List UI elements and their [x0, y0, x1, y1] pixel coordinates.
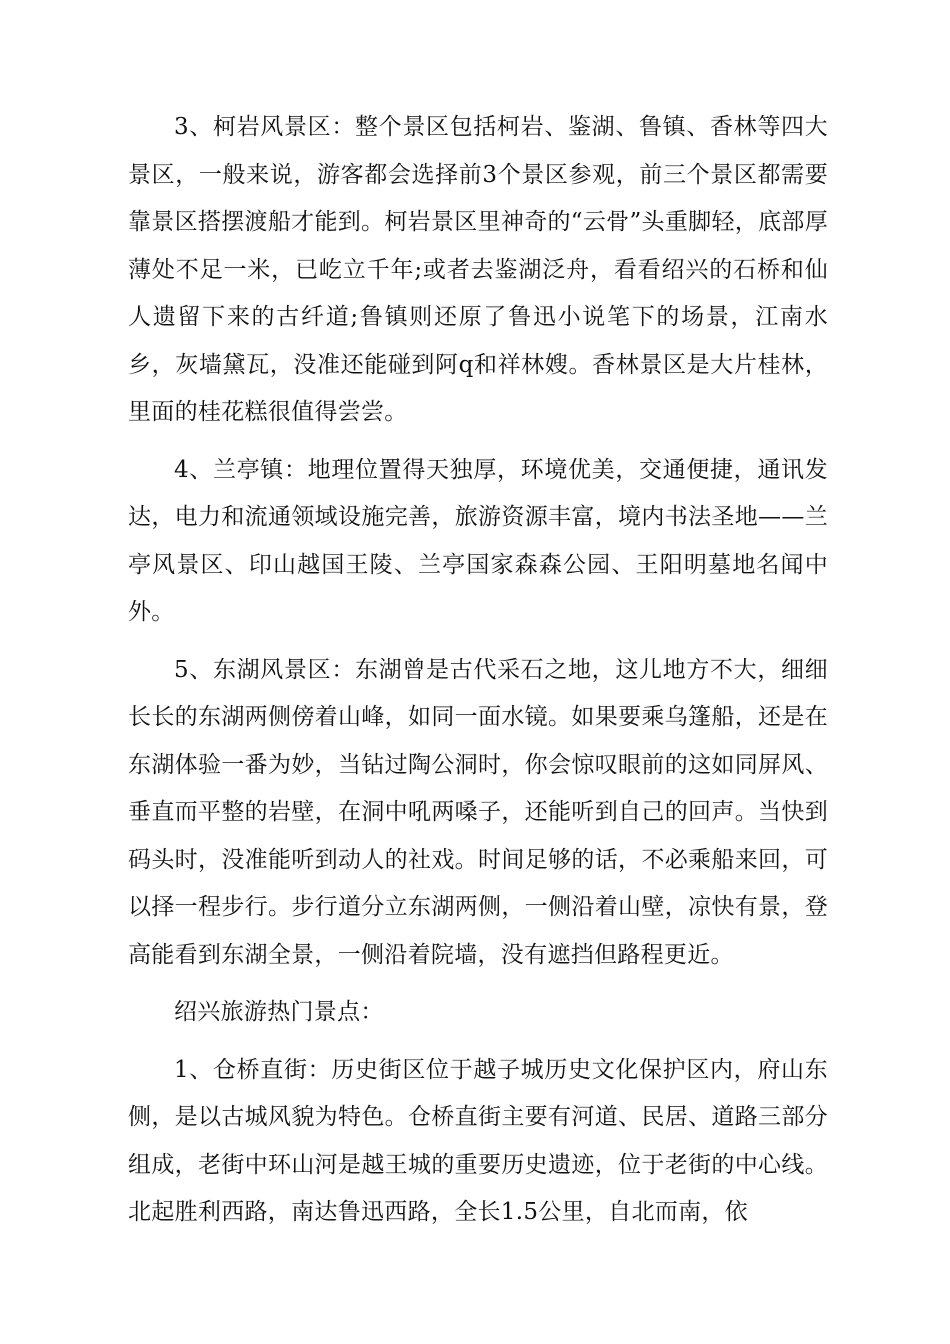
paragraph-keyan-scenic-area: 3、柯岩风景区：整个景区包括柯岩、鉴湖、鲁镇、香林等四大景区，一般来说，游客都会选择前3个景区参观，前三个景区都需要靠景区搭摆渡船才能到。柯岩景区里神奇的“云骨”头重脚轻，底部厚薄处不足一米，已屹立千年;或者去鉴湖泛舟，看看绍兴的石桥和仙人遗留下来的古纤道;鲁镇则还原了鲁迅小说笔下的场景，江南水乡，灰墙黛瓦，没准还能碰到阿q和祥林嫂。香林景区是大片桂林，里面的桂花糕很值得尝尝。: [128, 114, 828, 425]
section-heading-popular-attractions: 绍兴旅游热门景点：: [174, 999, 384, 1025]
paragraph-donghu-scenic-area: 5、东湖风景区：东湖曾是古代采石之地，这儿地方不大，细细长长的东湖两侧傍着山峰，如同一面水镜。如果要乘乌篷船，还是在东湖体验一番为妙，当钻过陶公洞时，你会惊叹眼前的这如同屏风、垂直而平整的岩壁，在洞中吼两嗓子，还能听到自己的回声。当快到码头时，没准能听到动人的社戏。时间足够的话，不必乘船来回，可以择一程步行。步行道分立东湖两侧，一侧沿着山壁，凉快有景，登高能看到东湖全景，一侧沿着院墙，没有遮挡但路程更近。: [128, 656, 828, 968]
paragraph-cangqiao-street: 1、仓桥直街：历史街区位于越子城历史文化保护区内，府山东侧，是以古城风貌为特色。仓桥直街主要有河道、民居、道路三部分组成，老街中环山河是越王城的重要历史遗迹，位于老街的中心线。北起胜利西路，南达鲁迅西路，全长1.5公里，自北而南，依: [128, 1056, 828, 1225]
paragraph-lanting-town: 4、兰亭镇：地理位置得天独厚，环境优美，交通便捷，通讯发达，电力和流通领域设施完善，旅游资源丰富，境内书法圣地——兰亭风景区、印山越国王陵、兰亭国家森森公园、王阳明墓地名闻中外。: [128, 456, 828, 625]
document-body: [128, 104, 828, 1237]
